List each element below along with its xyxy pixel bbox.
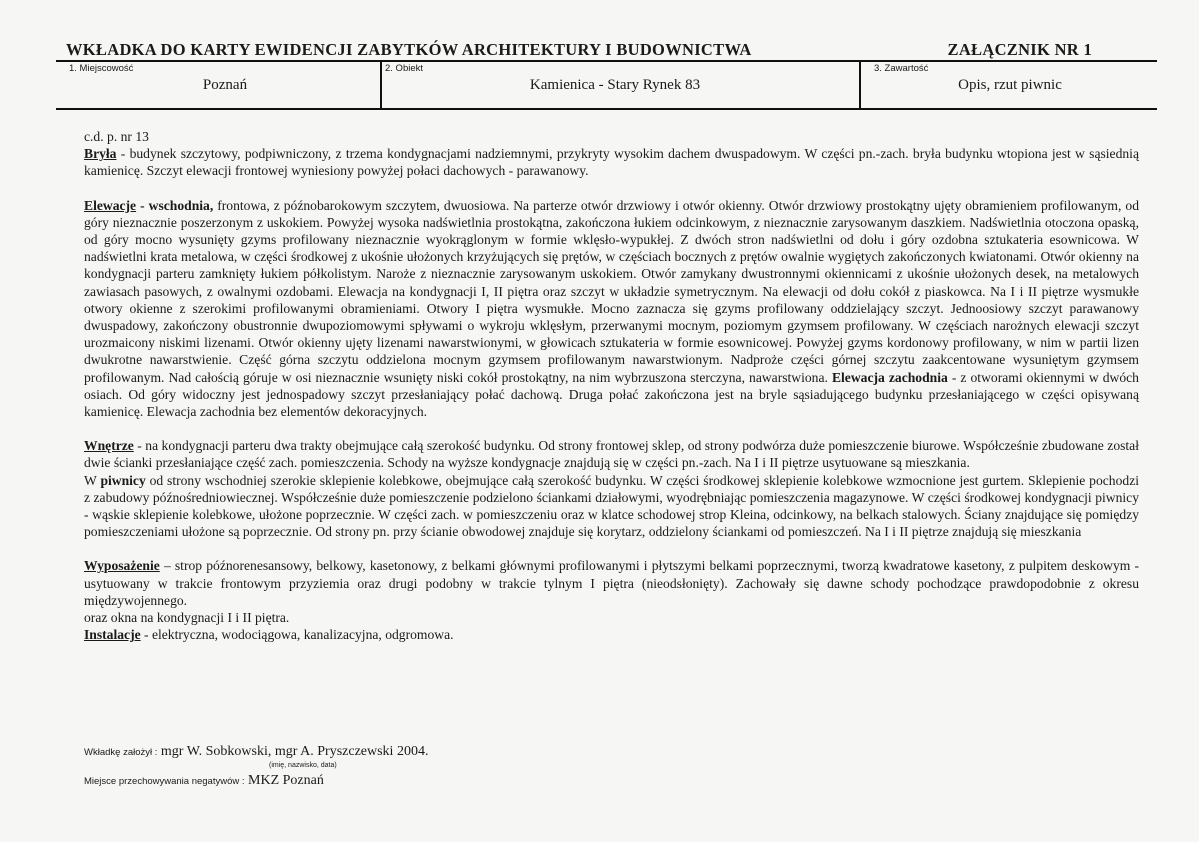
heading-wyposazenie: Wyposażenie [84, 558, 160, 574]
cell-label-object: 2. Obiekt [385, 63, 424, 74]
heading-wnetrze: Wnętrze [84, 438, 134, 454]
subheading-west: Elewacja zachodnia [831, 369, 948, 385]
cell-label-content: 3. Zawartość [874, 63, 929, 74]
header-divider-1 [380, 61, 382, 109]
text-wnetrze: - na kondygnacji parteru dwa trakty obejmujące całą szerokość budynku. Od strony frontowej sklep, od strony podwórza duże pomieszczenie biurowe. Współcześnie zbudowane został dwie ścianki przesłaniające część zach. pomieszczenia. Schody na wyższe kondygnacje znajdują się w części pn.-zach. Na I i II piętrze usytuowane są mieszkania. [84, 438, 1139, 471]
section-wnetrze [84, 437, 1139, 471]
section-piwnica: W piwnicy od strony wschodniej szerokie sklepienie kolebkowe, obejmujące całą szerokość budynku. W części środkowej sklepienie kolebkowe wzmocnione jest gurtem. Sklepienie pochodzi z zabudowy późnośredniowiecznej. Współcześnie duże pomieszczenie podzielono ściankami działowymi, wyodrębniając pomieszczenia magazynowe. W części środkowej kondygnacji piwnicy - wąskie sklepienie kolebkowe, ułożone poprzecznie. W części zach. w pomieszczeniu oraz w klatce schodowej strop Kleina, odcinkowy, na belkach stalowych. Ściany znajdujące się pomiędzy pomieszczeniami ułożone są poprzecznie. Od strony pn. przy ścianie obwodowej znajduje się korytarz, oddzielony ściankami od pomieszczeń. Na I i II piętrze znajdują się mieszkania [84, 472, 1140, 540]
form-title: WKŁADKA DO KARTY EWIDENCJI ZABYTKÓW ARCHITEKTURY I BUDOWNICTWA [66, 40, 752, 59]
cell-label-place: 1. Miejscowość [69, 63, 134, 74]
text-wyposazenie: – strop późnorenesansowy, belkowy, kasetonowy, z belkami głównymi profilowanymi i płytszymi belkami poprzecznymi, tworzą kwadratowe kasetony, z pulpitem deskowym - usytuowany w trakcie frontowym przyziemia oraz drugi podobny w trakcie tylnym I piętra (nieodsłonięty). Zachowały się dawne schody pochodzące prawdopodobnie z okresu międzywojennego. [84, 558, 1139, 608]
header-top-rule [56, 60, 1157, 62]
text-elewacje-west: - z otworami okiennymi w dwóch osiach. Od góry widoczny jest jednospadowy szczyt przesłaniający połać dachową. Druga połać zakończona jest na bryle sąsiadującego budynku przesłaniającego w części opisywaną kamienicę. Elewacja zachodnia bez elementów dekoracyjnych. [84, 369, 1139, 420]
heading-piwnica: piwnicy [100, 472, 146, 488]
text-wyposazenie-2: oraz okna na kondygnacji I i II piętra. [84, 610, 290, 626]
section-elewacje [84, 197, 1139, 421]
negatives-value: MKZ Poznań [248, 773, 324, 788]
heading-elewacje: Elewacje [84, 197, 137, 213]
author-value: mgr W. Sobkowski, mgr A. Pryszczewski 2004. [160, 744, 429, 759]
document-body [84, 128, 1139, 643]
header-divider-2 [859, 61, 861, 109]
header-bottom-rule [56, 108, 1157, 110]
negatives-label: Miejsce przechowywania negatywów : [84, 776, 245, 787]
section-instalacje [84, 626, 1139, 643]
subheading-east: - wschodnia, [136, 197, 214, 213]
form-header [66, 40, 1092, 60]
footer-author [84, 744, 429, 769]
cell-value-content: Opis, rzut piwnic [958, 77, 1062, 93]
text-elewacje-east: frontowa, z późnobarokowym szczytem, dwuosiowa. Na parterze otwór drzwiowy i otwór okienny. Otwór drzwiowy prostokątny ujęty obramieniem profilowanym, od góry nieznacznie poszerzonym z uskokiem. Powyżej wysoka nadświetlnia prostokątna, zakończona łukiem odcinkowym, z nieznacznie zarysowanym daszkiem. Nadświetlnia otoczona opaską, od góry mocno wysunięty gzyms profilowany nieznacznie wyokrąglonym w formie wklęsło-wypukłej. Z dwóch stron nadświetlni od dołu i góry ozdobna sztukateria esownicowa. W nadświetlni krata metalowa, w części środkowej z ukośnie ułożonych krzyżujących się prętów, w częściach bocznych z prętów owalnie wygiętych zakończonych kwiatonami. Otwór okienny na kondygnacji parteru zamknięty łukiem półkolistym. Naroże z nieznacznie zarysowanym uskokiem. Otwór zamykany dwustronnymi okiennicami z ukośnie ułożonych desek, na metalowych zawiasach pasowych, z owalnymi ozdobami. Elewacja na kondygnacji I, II piętra oraz szczyt w układzie symetrycznym. Na elewacji od dołu cokół z piaskowca. Na I i II piętrze wysmukłe otwory okienne z szerokimi profilowanymi obramieniami. Otwory I piętra wysmukłe. Mocno zaznacza się gzyms profilowany oddzielający szczyt. Jednoosiowy szczyt parawanowy dwuspadowy, zakończony obustronnie dwupoziomowymi spływami o wykroju wklęsłym, przerwanymi mocnym, poziomym gzymsem profilowany. W częściach narożnych elewacji szczyt urozmaicony niskimi lizenami. Otwór okienny ujęty lizenami nawarstwionymi, w głowicach sztukateria w formie esownicowej. Powyżej gzyms kordonowy profilowany, w nim w partii lizen dwukrotne nawarstwienie. Część górna szczytu oddzielona mocnym gzymsem profilowanym nawarstwionym. Nadproże części górnej szczytu zaakcentowane wysuniętym gzymsem profilowanym. Nad całością góruje w osi nieznacznie wsunięty niski cokół prostokątny, na nim wybrzuszona sterczyna, nawarstwiona. [84, 197, 1139, 385]
author-label: Wkładkę założył : [84, 747, 158, 758]
heading-bryla: Bryła [84, 146, 117, 162]
text-instalacje: - elektryczna, wodociągowa, kanalizacyjna, odgromowa. [140, 627, 454, 643]
annex-label: ZAŁĄCZNIK NR 1 [947, 40, 1092, 59]
text-bryla: - budynek szczytowy, podpiwniczony, z trzema kondygnacjami nadziemnymi, przykryty wysokim dachem dwuspadowym. W części pn.-zach. bryła budynku wtopiona jest w sąsiednią kamienicę. Szczyt elewacji frontowej wyniesiony powyżej połaci dachowych - parawanowy. [84, 146, 1139, 179]
cell-value-object: Kamienica - Stary Rynek 83 [529, 77, 701, 93]
text-piwnica: od strony wschodniej szerokie sklepienie kolebkowe, obejmujące całą szerokość budynku. W części środkowej sklepienie kolebkowe wzmocnione jest gurtem. Sklepienie pochodzi z zabudowy późnośredniowiecznej. Współcześnie duże pomieszczenie podzielono ściankami działowymi, wyodrębniając pomieszczenia magazynowe. W części środkowej kondygnacji piwnicy - wąskie sklepienie kolebkowe, ułożone poprzecznie. W części zach. w pomieszczeniu oraz w klatce schodowej strop Kleina, odcinkowy, na belkach stalowych. Ściany znajdujące się pomiędzy pomieszczeniami ułożone są poprzecznie. Od strony pn. przy ścianie obwodowej znajduje się korytarz, oddzielony ściankami od pomieszczeń. Na I i II piętrze znajdują się mieszkania [84, 472, 1140, 540]
heading-instalacje: Instalacje [84, 627, 141, 643]
continuation-note: c.d. p. nr 13 [84, 129, 149, 144]
footer-negatives [84, 773, 324, 789]
section-wyposazenie [84, 557, 1139, 609]
section-bryla [84, 145, 1139, 179]
author-sub-label: (imię, nazwisko, data) [269, 762, 337, 769]
cell-value-place: Poznań [202, 77, 248, 93]
